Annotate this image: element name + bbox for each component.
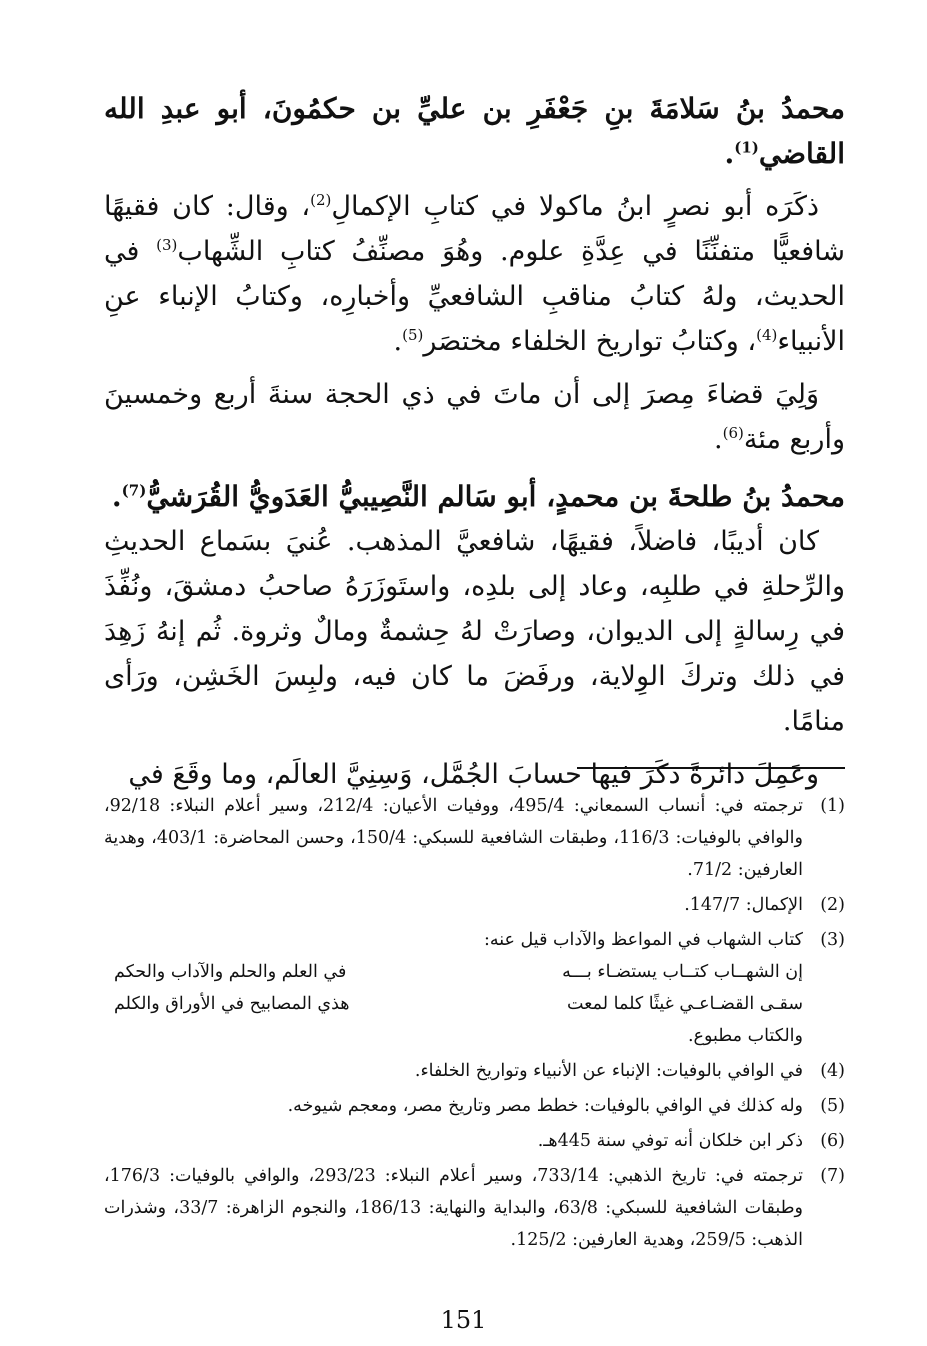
- footnote-4: [104, 1055, 845, 1087]
- footnote-text: والكتاب مطبوع.: [687, 1026, 803, 1046]
- poem-hemistich: هذي المصابيح في الأوراق والكلم: [114, 994, 350, 1014]
- footnotes: [104, 790, 845, 1259]
- entry-paragraph: ذكَرَه أبو نصرٍ ابنُ ماكولا في كتابِ الإكمالِ$^{(2)}$، وقال: كان فقيهًا شافعيًّا متفنِّنًا في عِدَّةِ علوم. وهُوَ مصنِّفُ كتابِ الشِّهاب$^{(3)}$ في الحديث، ولهُ كتابُ مناقبِ الشافعيِّ وأخبارِه، وكتابُ الإنباء عنِ الأنبياء$^{(4)}$، وكتابُ تواريخ الخلفاء مختصَر$^{(5)}$.: [104, 191, 845, 357]
- footnote-number: (4): [820, 1061, 845, 1081]
- footnote-divider: [577, 767, 845, 769]
- poem-line: [104, 988, 803, 1020]
- poem-hemistich: سقـى القضـاعـي غيثًا كلما لمعت: [566, 994, 803, 1014]
- footnote-5: [104, 1090, 845, 1122]
- footnote-ref[interactable]: (6): [722, 424, 744, 442]
- footnote-ref[interactable]: (2): [310, 191, 332, 209]
- entry-paragraph: وعَمِلَ دائرةً ذكَرَ فيها حسابَ الجُمَّل، وَسِنِيَّ العالَم، وما وقَعَ في: [128, 759, 819, 790]
- footnote-number: (2): [820, 895, 845, 915]
- page-number: 151: [440, 1306, 487, 1334]
- footnote-ref[interactable]: (1): [734, 138, 759, 157]
- footnote-text: كتاب الشهاب في المواعظ والآداب قيل عنه:: [483, 930, 803, 950]
- footnote-text: ذكر ابن خلكان أنه توفي سنة 445هـ.: [537, 1131, 803, 1151]
- footnote-number: (1): [820, 796, 845, 816]
- poem-hemistich: إن الشهــاب كتــاب يستضـاء بـــه: [562, 962, 803, 982]
- footnote-number: (6): [820, 1131, 845, 1151]
- footnote-text: وله كذلك في الوافي بالوفيات: خطط مصر وتاريخ مصر، ومعجم شيوخه.: [287, 1096, 803, 1116]
- footnote-6: [104, 1125, 845, 1157]
- entry-heading: محمدُ بنُ طلحةَ بن محمدٍ، أبو سَالم النَّصِيبيُّ العَدَويُّ القُرَشيُّ$^{(7)}$.: [111, 480, 845, 513]
- footnote-text: ترجمته في: أنساب السمعاني: 495/4، ووفيات الأعيان: 212/4، وسير أعلام النبلاء: 92/18، والوافي بالوفيات: 116/3، وطبقات الشافعية للسبكي: 150/4، وحسن المحاضرة: 403/1، وهدية العارفين: 71/2.: [104, 796, 803, 880]
- footnote-1: [104, 790, 845, 886]
- footnote-text: ترجمته في: تاريخ الذهبي: 733/14، وسير أعلام النبلاء: 293/23، والوافي بالوفيات: 176/3، وطبقات الشافعية للسبكي: 63/8، والبداية والنهاية: 186/13، والنجوم الزاهرة: 33/7، وشذرات الذهب: 259/5، وهدية العارفين: 125/2.: [104, 1166, 804, 1250]
- main-text: [104, 86, 845, 797]
- footnote-text: في الوافي بالوفيات: الإنباء عن الأنبياء وتواريخ الخلفاء.: [414, 1061, 803, 1081]
- footnote-7: [104, 1160, 845, 1256]
- footnote-2: [104, 889, 845, 921]
- footnote-ref[interactable]: (7): [121, 481, 147, 500]
- footnote-ref[interactable]: (4): [756, 326, 778, 344]
- entry-paragraph: وَلِيَ قضاءَ مِصرَ إلى أن ماتَ في ذي الحجة سنةَ أربع وخمسينَ وأربع مئة$^{(6)}$.: [104, 379, 845, 455]
- footnote-number: (5): [820, 1096, 845, 1116]
- entry-heading: محمدُ بنُ سَلامَةَ بنِ جَعْفَرِ بن عليِّ بن حكمُونَ، أبو عبدِ الله القاضي$^{(1)}$.: [104, 92, 845, 170]
- footnote-ref[interactable]: (3): [156, 236, 178, 254]
- footnote-ref[interactable]: (5): [402, 326, 424, 344]
- poem-hemistich: في العلم والحلم والآداب والحكم: [114, 962, 347, 982]
- entry-paragraph: كان أديبًا، فاضلاً، فقيهًا، شافعيَّ المذهب. عُنيَ بسَماع الحديثِ والرِّحلةِ في طلبِه، وعاد إلى بلدِه، واستَوزَرَهُ صاحبُ دمشقَ، ونُفِّذَ في رِسالةٍ إلى الديوان، وصارَتْ لهُ حِشمةٌ ومالٌ وثروة. ثُم إنهُ زَهِدَ في ذلك وتركَ الوِلاية، ورفَضَ ما كان فيه، ولبِسَ الخَشِن، ورَأى منامًا.: [104, 526, 845, 737]
- footnote-number: (7): [820, 1166, 845, 1186]
- footnote-3: [104, 924, 845, 1052]
- footnote-body: [104, 924, 803, 1052]
- poem-line: [104, 956, 803, 988]
- footnote-number: (3): [820, 930, 845, 950]
- footnote-text: الإكمال: 147/7.: [684, 895, 803, 915]
